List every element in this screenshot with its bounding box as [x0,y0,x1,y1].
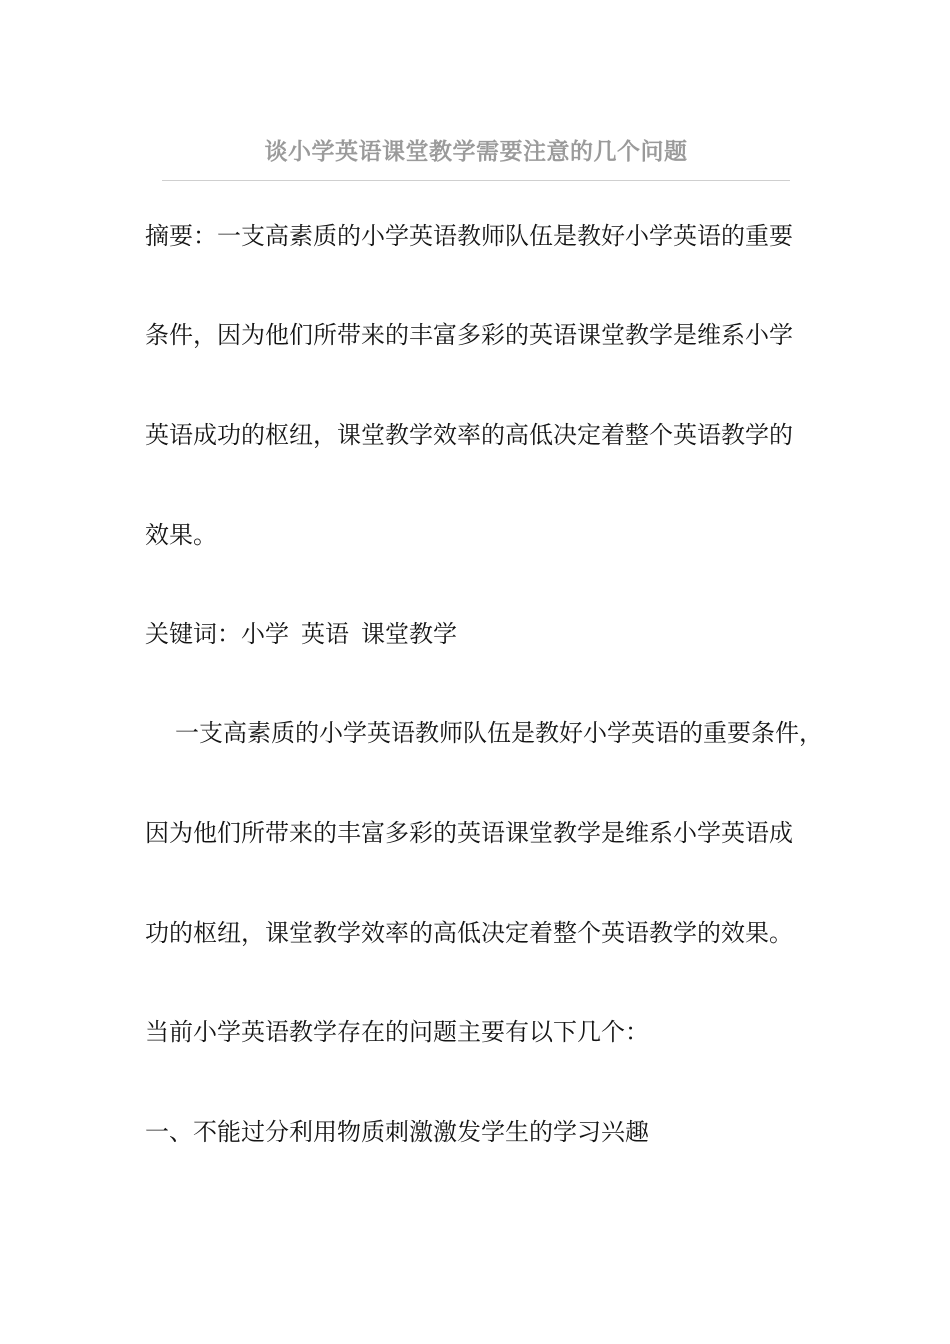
abstract-line-3: 英语成功的枢纽，课堂教学效率的高低决定着整个英语教学的 [145,421,793,449]
abstract-line-1: 摘要：一支高素质的小学英语教师队伍是教好小学英语的重要 [145,222,793,250]
abstract-line-2: 条件，因为他们所带来的丰富多彩的英语课堂教学是维系小学 [145,321,793,349]
title-divider [162,180,790,181]
keywords-label: 关键词： [145,620,241,648]
body-paragraph-line-2: 因为他们所带来的丰富多彩的英语课堂教学是维系小学英语成 [145,819,793,847]
keywords-line [145,619,457,649]
abstract-line-4: 效果。 [145,521,217,549]
keyword-item: 课堂教学 [361,620,457,648]
body-paragraph-line-4: 当前小学英语教学存在的问题主要有以下几个： [145,1018,649,1046]
document-title: 谈小学英语课堂教学需要注意的几个问题 [264,138,688,165]
keyword-item: 小学 [241,620,289,648]
body-paragraph-line-1: 一支高素质的小学英语教师队伍是教好小学英语的重要条件， [175,719,823,747]
body-paragraph-line-3: 功的枢纽，课堂教学效率的高低决定着整个英语教学的效果。 [145,919,793,947]
section-heading-1: 一、不能过分利用物质刺激激发学生的学习兴趣 [145,1118,649,1146]
keyword-item: 英语 [301,620,349,648]
